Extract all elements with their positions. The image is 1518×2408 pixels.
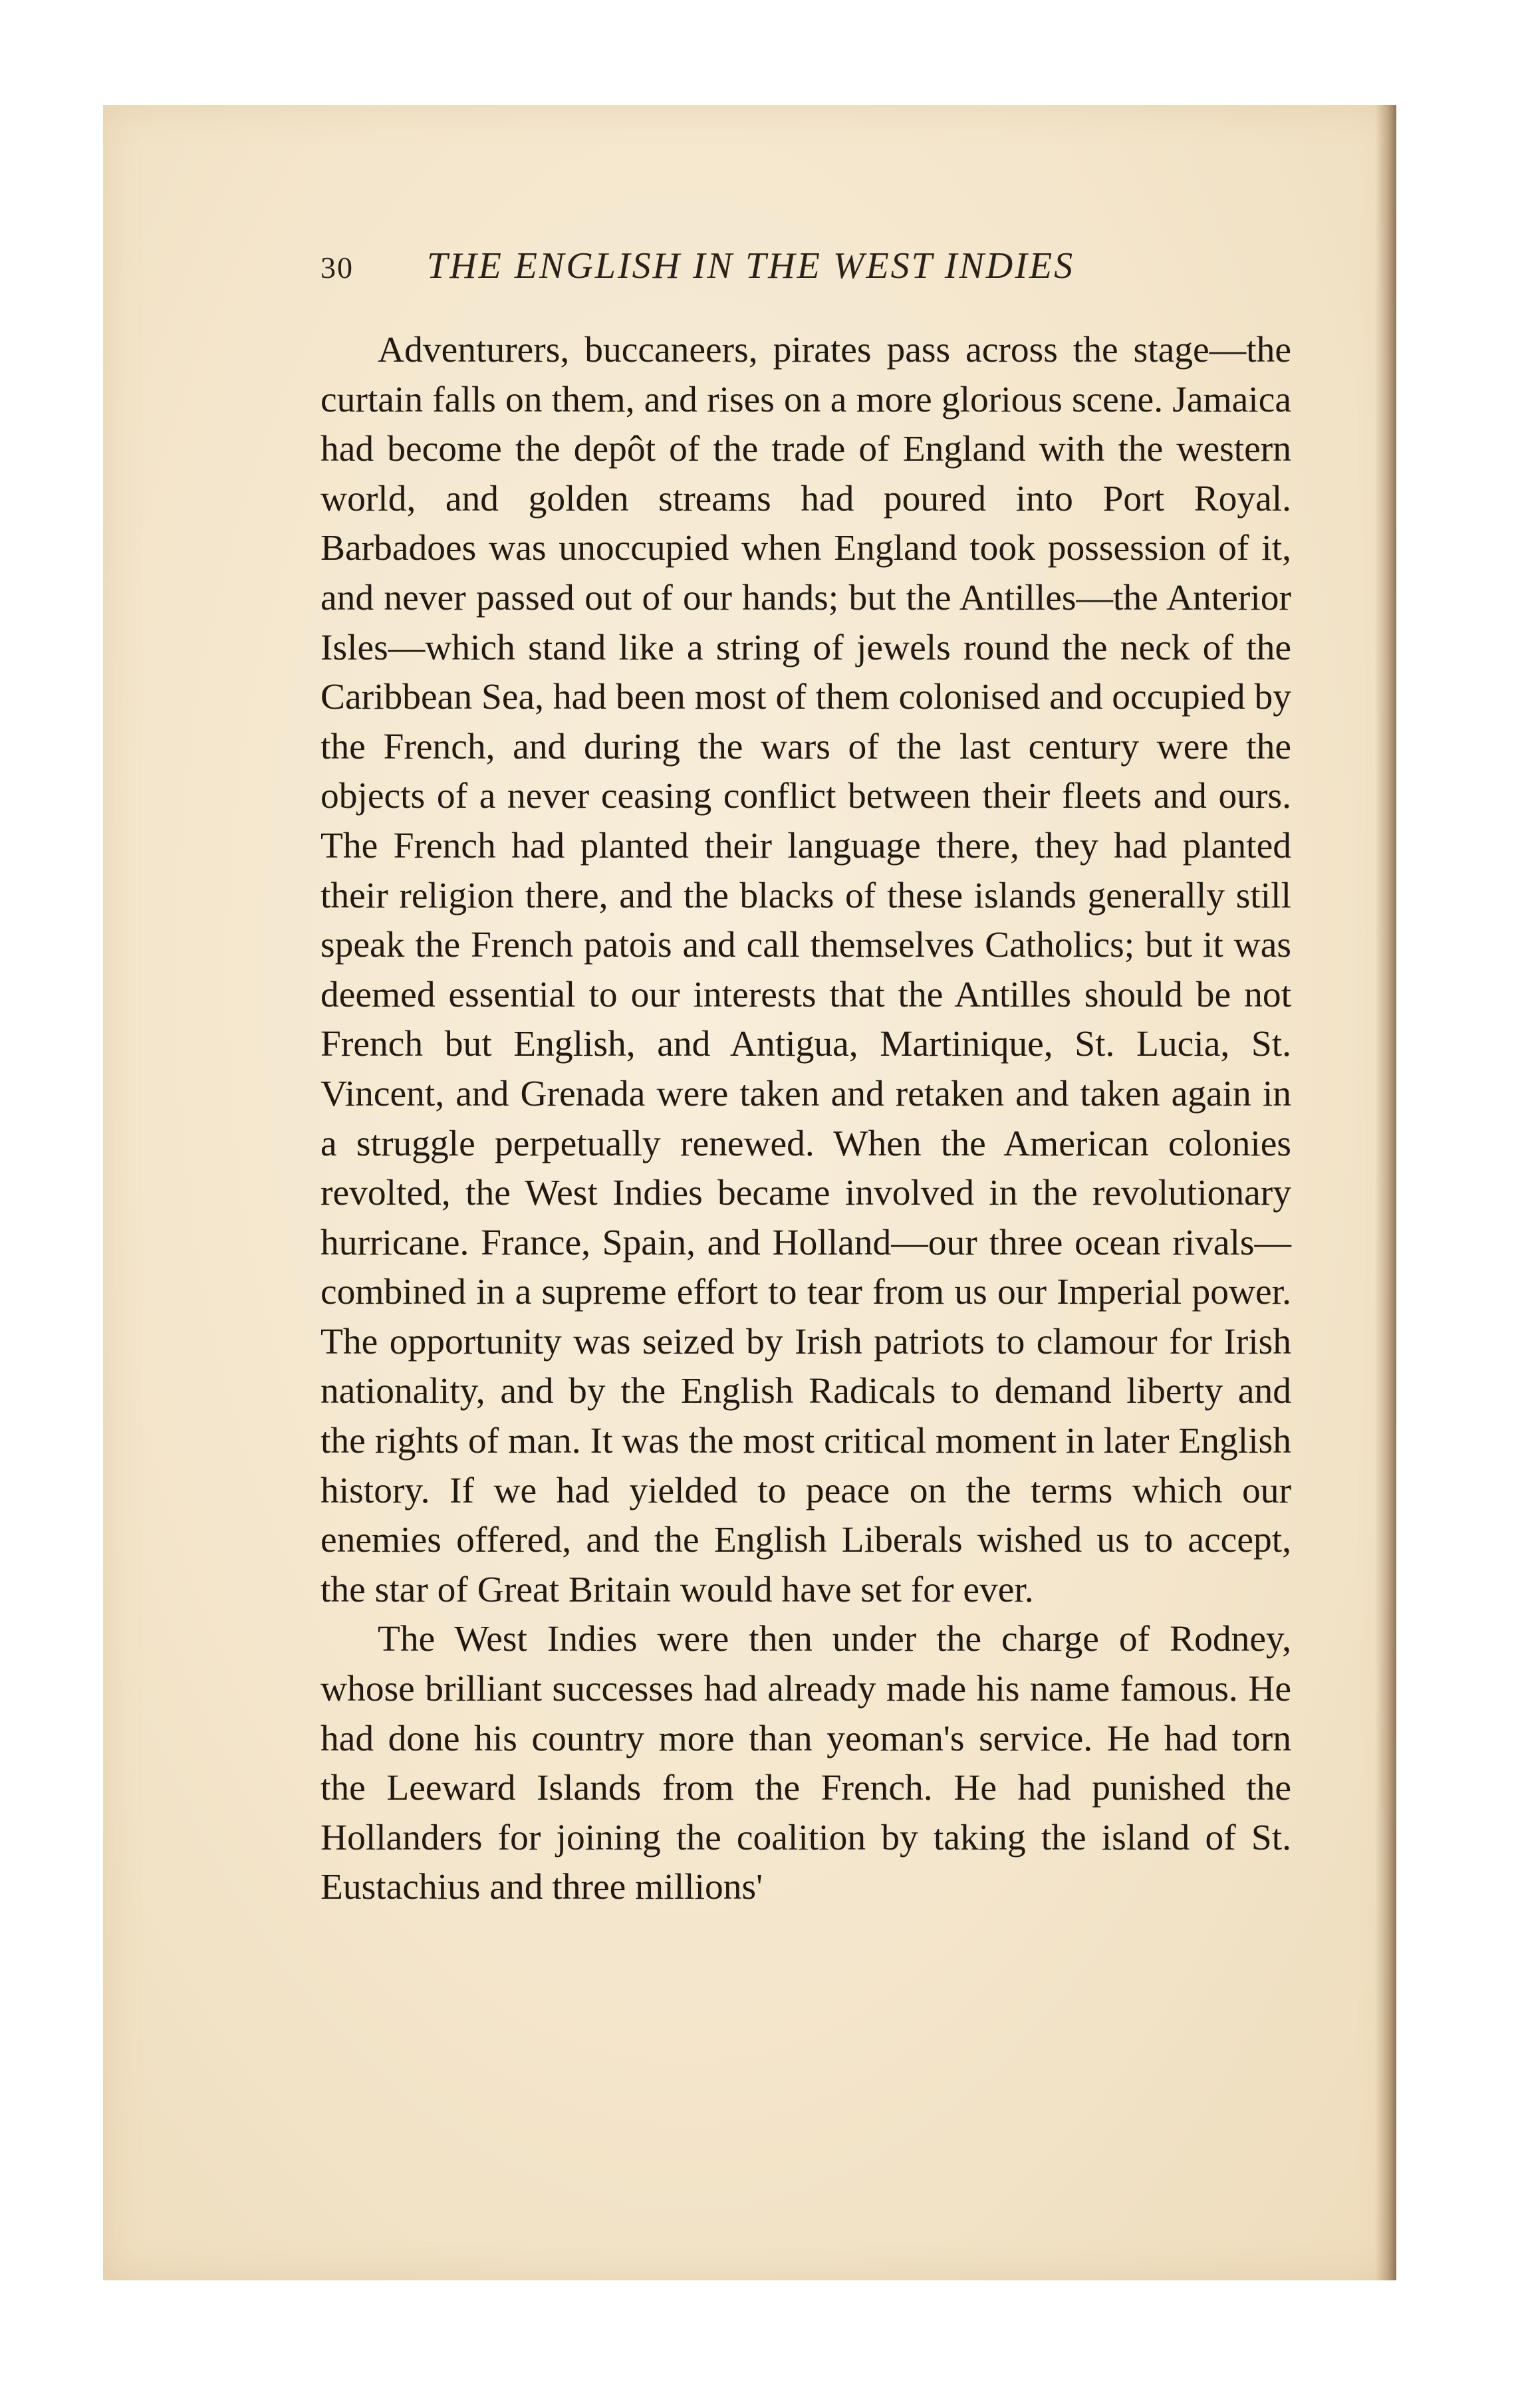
paragraph: Adventurers, buccaneers, pirates pass across the stage—the curtain falls on them, and rises on a more glorious scene. Jamaica had become the depôt of the trade of England with the western world, and golden streams had poured into Port Royal. Barbadoes was unoccupied when England took possession of it, and never passed out of our hands; but the Antilles—the Anterior Isles—which stand like a string of jewels round the neck of the Caribbean Sea, had been most of them colonised and occupied by the French, and during the wars of the last century were the objects of a never ceasing conflict between their fleets and ours. The French had planted their language there, they had planted their religion there, and the blacks of these islands generally still speak the French patois and call themselves Catholics; but it was deemed essential to our interests that the Antilles should be not French but English, and Antigua, Martinique, St. Lucia, St. Vincent, and Grenada were taken and retaken and taken again in a struggle perpetually renewed. When the American colonies revolted, the West Indies became involved in the revolutionary hurricane. France, Spain, and Holland—our three ocean rivals—combined in a supreme effort to tear from us our Imperial power. The opportunity was seized by Irish patriots to clamour for Irish nationality, and by the English Radicals to demand liberty and the rights of man. It was the most critical moment in later English history. If we had yielded to peace on the terms which our enemies offered, and the English Liberals wished us to accept, the star of Great Britain would have set for ever.	[320, 330, 1291, 1610]
paragraph: The West Indies were then under the charge of Rodney, whose brilliant successes had already made his name famous. He had done his country more than yeoman's service. He had torn the Leeward Islands from the French. He had punished the Hollanders for joining the coalition by taking the island of St. Eustachius and three millions'	[320, 1619, 1291, 1908]
page-edge-shadow	[1375, 105, 1396, 2280]
body-text	[320, 326, 1291, 1913]
page-number: 30	[320, 251, 354, 285]
running-head	[320, 245, 1211, 291]
running-title: THE ENGLISH IN THE WEST INDIES	[427, 245, 1075, 287]
